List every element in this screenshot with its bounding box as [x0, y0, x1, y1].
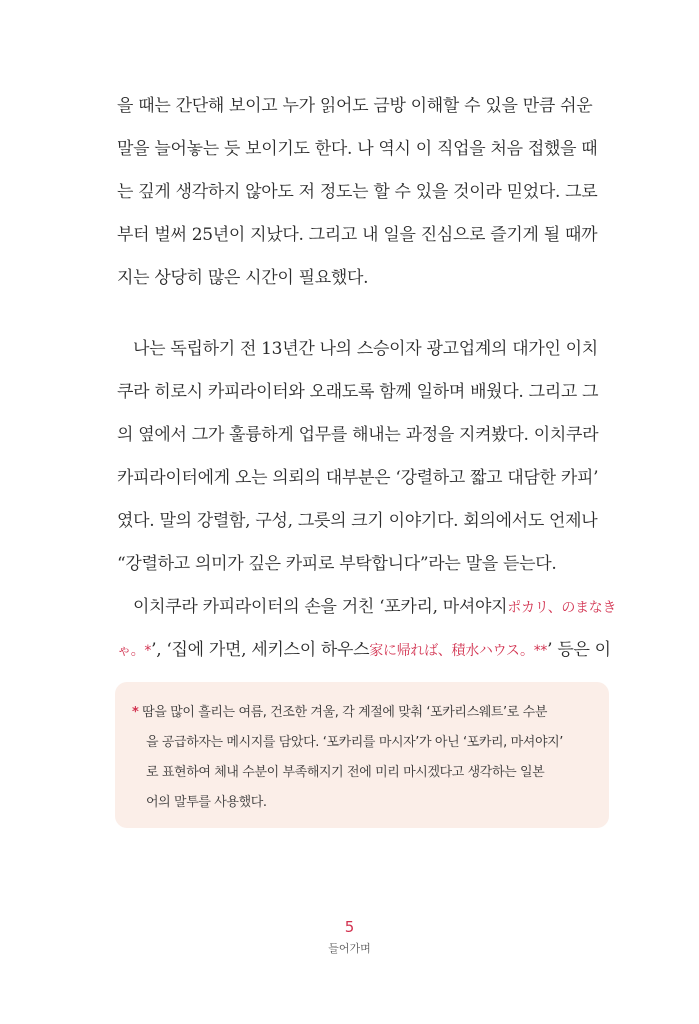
text-run: ’ 등은 이 — [547, 640, 611, 660]
text-line: 부터 벌써 25년이 지났다. 그리고 내 일을 진심으로 즐기게 될 때까 — [117, 225, 598, 245]
text-line: 지는 상당히 많은 시간이 필요했다. — [117, 268, 369, 288]
text-line — [117, 638, 611, 663]
footnote-line: 어의 말투를 사용했다. — [146, 795, 267, 810]
text-line — [133, 595, 616, 620]
section-title: 들어가며 — [328, 942, 371, 955]
footnote-line: 로 표현하여 체내 수분이 부족해지기 전에 미리 마시겠다고 생각하는 일본 — [146, 765, 545, 780]
text-line: 나는 독립하기 전 13년간 나의 스승이자 광고업계의 대가인 이치 — [133, 339, 598, 359]
text-line: 의 옆에서 그가 훌륭하게 업무를 해내는 과정을 지켜봤다. 이치쿠라 — [117, 425, 599, 445]
footnote-marker: * — [132, 705, 139, 720]
text-line: 는 깊게 생각하지 않아도 저 정도는 할 수 있을 것이라 믿었다. 그로 — [117, 182, 598, 202]
text-line: 카피라이터에게 오는 의뢰의 대부분은 ‘강렬하고 짧고 대담한 카피’ — [117, 468, 599, 488]
text-line: 쿠라 히로시 카피라이터와 오래도록 함께 일하며 배웠다. 그리고 그 — [117, 382, 599, 402]
japanese-original: ゃ。* — [117, 643, 152, 659]
text-run: ’, ‘집에 가면, 세키스이 하우스 — [151, 640, 370, 660]
footnote-line: 을 공급하자는 메시지를 담았다. ‘포카리를 마시자’가 아닌 ‘포카리, 마셔야지’ — [146, 735, 563, 750]
japanese-original: ポカリ、のまなき — [507, 600, 617, 616]
footnote-line — [132, 703, 547, 723]
text-run: 이치쿠라 카피라이터의 손을 거친 ‘포카리, 마셔야지 — [133, 597, 508, 617]
text-line: 였다. 말의 강렬함, 구성, 그릇의 크기 이야기다. 회의에서도 언제나 — [117, 511, 598, 531]
footnote-text: 땀을 많이 흘리는 여름, 건조한 겨울, 각 계절에 맞춰 ‘포카리스웨트’로 수분 — [142, 705, 547, 720]
text-line: 말을 늘어놓는 듯 보이기도 한다. 나 역시 이 직업을 처음 접했을 때 — [117, 139, 598, 159]
footnote-box — [115, 682, 609, 828]
japanese-original: 家に帰れば、積水ハウス。** — [369, 643, 548, 659]
text-line: 을 때는 간단해 보이고 누가 읽어도 금방 이해할 수 있을 만큼 쉬운 — [117, 96, 593, 116]
text-line: “강렬하고 의미가 깊은 카피로 부탁합니다”라는 말을 듣는다. — [117, 554, 557, 574]
page-number: 5 — [344, 918, 355, 936]
